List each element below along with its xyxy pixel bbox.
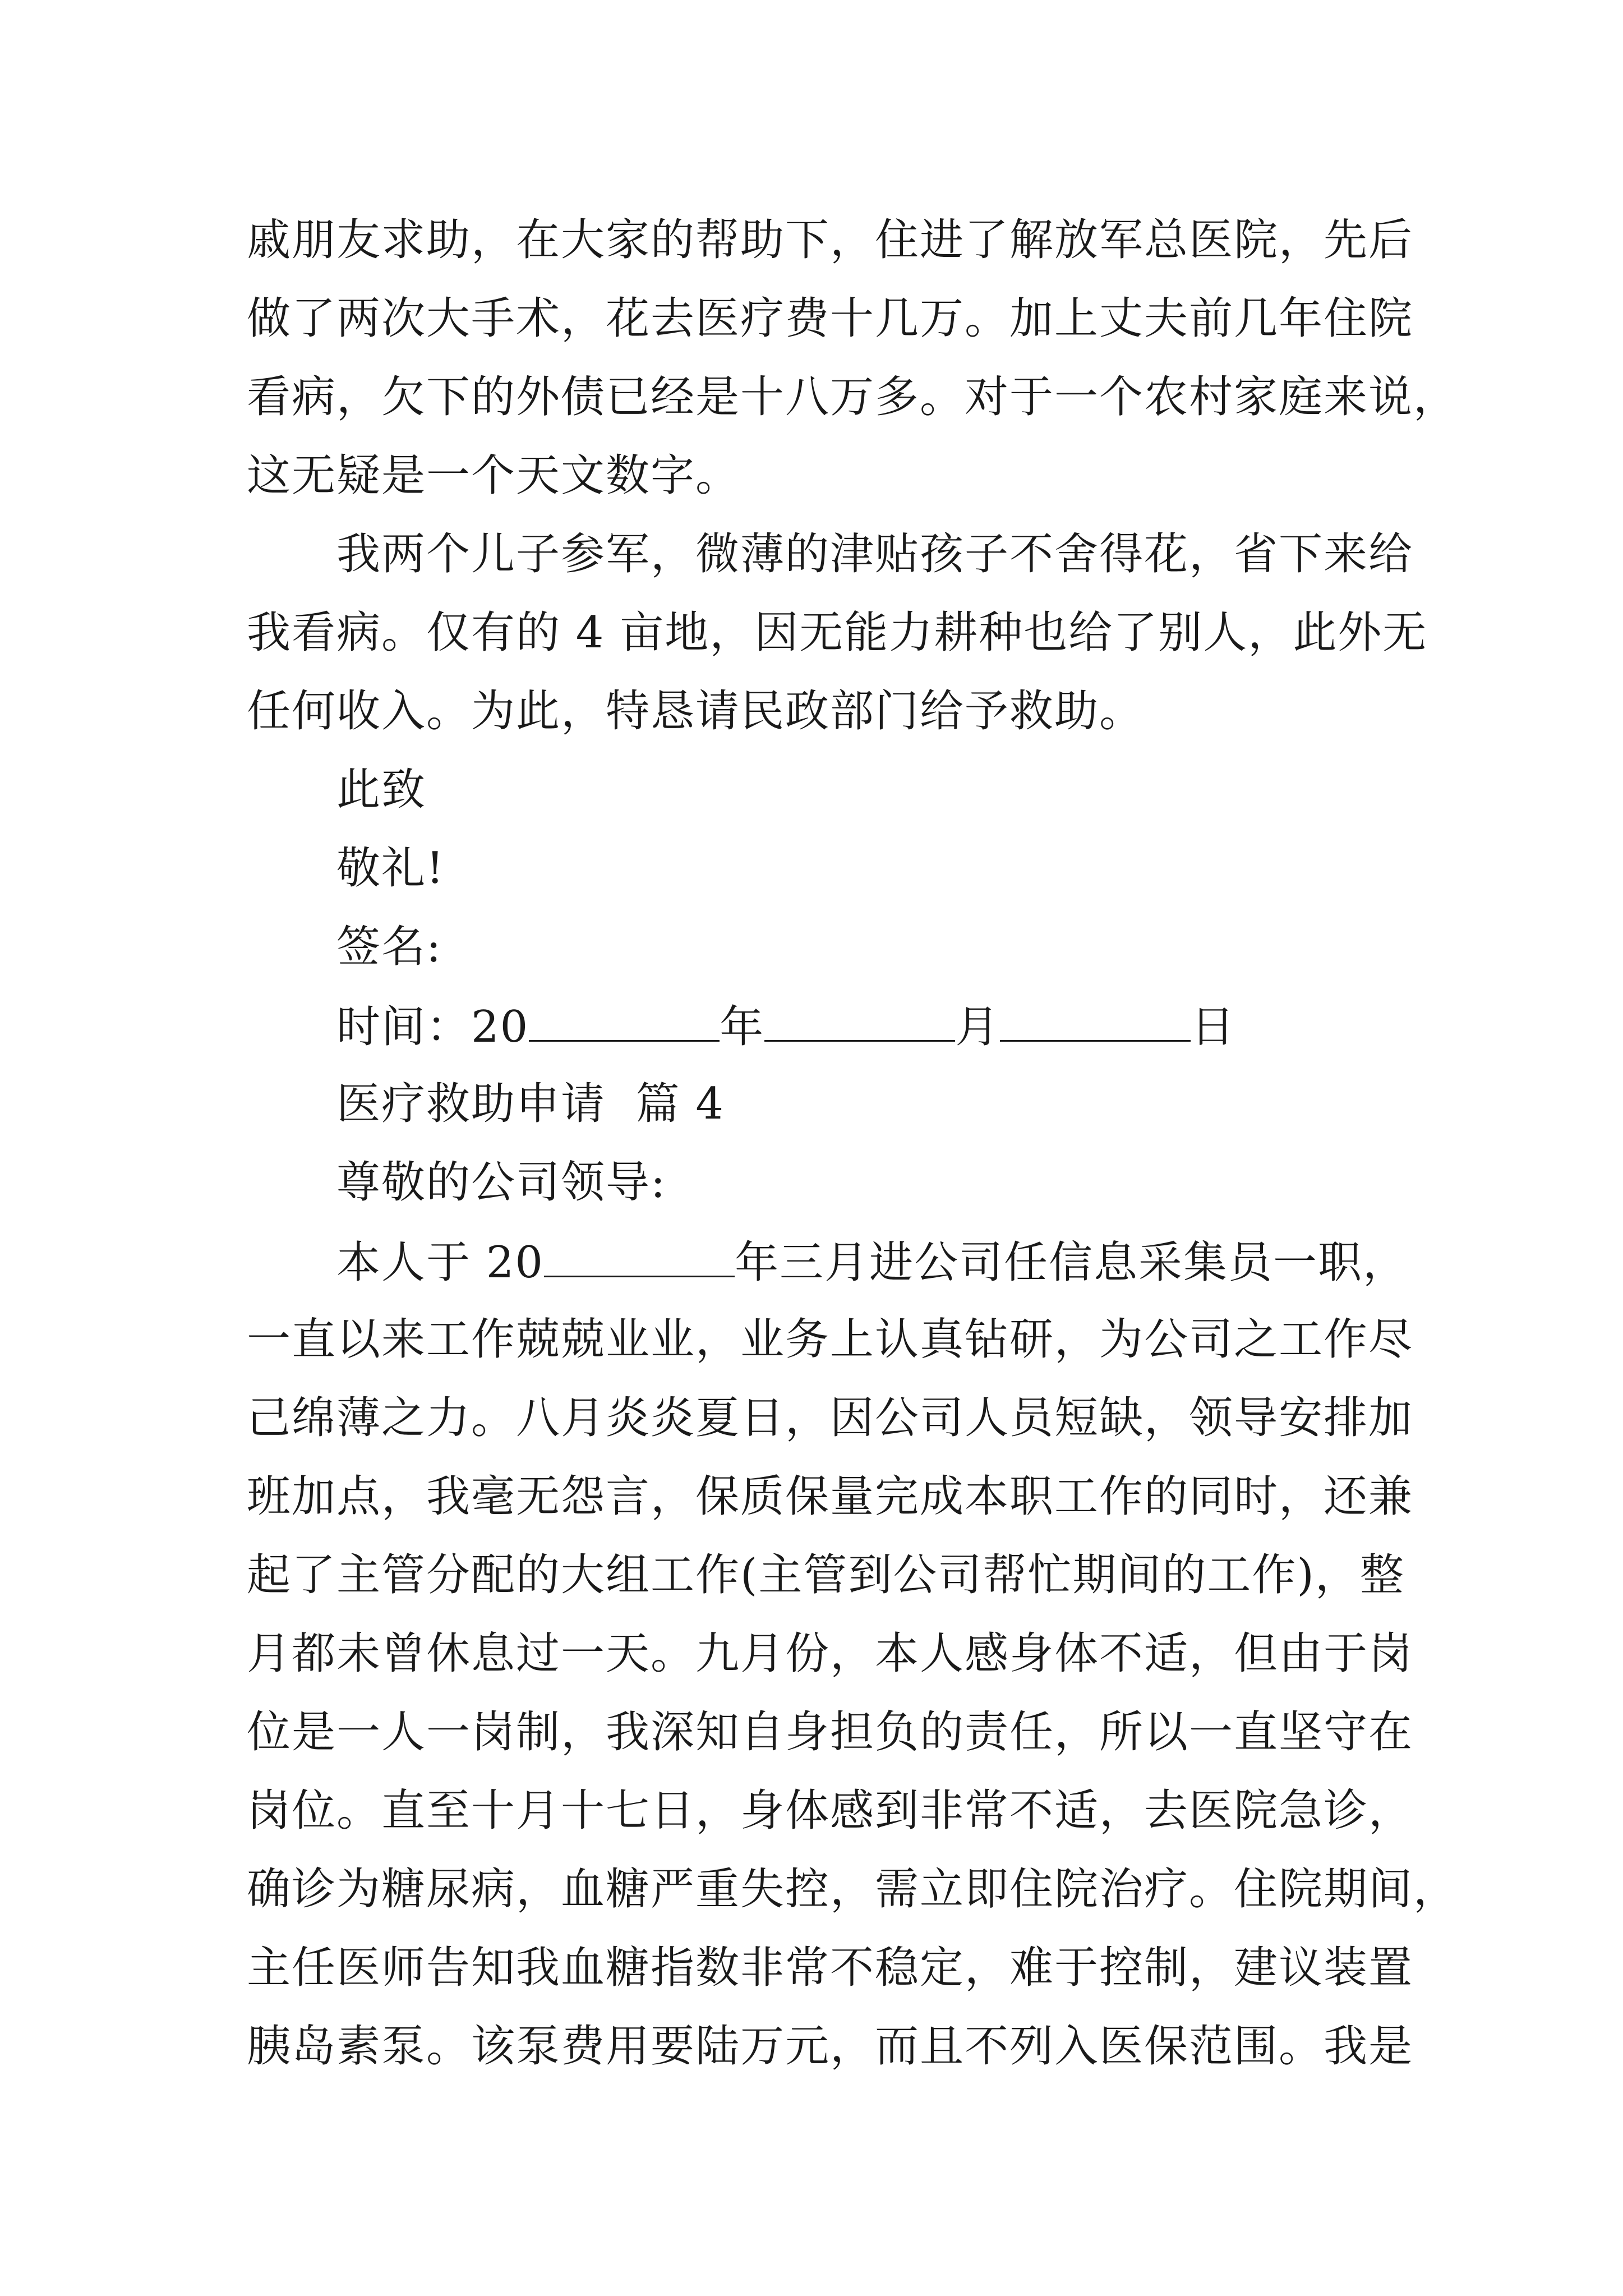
paragraph-line: 戚朋友求助，在大家的帮助下，住进了解放军总医院，先后 (247, 215, 1414, 265)
paragraph-line: 这无疑是一个天文数字。 (247, 450, 741, 501)
paragraph-line: 我看病。仅有的 4 亩地，因无能力耕种也给了别人，此外无 (247, 608, 1428, 658)
paragraph-line: 位是一人一岗制，我深知自身担负的责任，所以一直坚守在 (247, 1707, 1414, 1757)
paragraph-line: 胰岛素泵。该泵费用要陆万元，而且不列入医保范围。我是 (247, 2021, 1414, 2072)
paragraph-line: 岗位。直至十月十七日，身体感到非常不适，去医院急诊， (247, 1786, 1414, 1836)
paragraph-line (336, 1233, 1408, 1291)
paragraph-line: 我两个儿子参军，微薄的津贴孩子不舍得花，省下来给 (336, 529, 1414, 579)
paragraph-line: 月都未曾休息过一天。九月份，本人感身体不适，但由于岗 (247, 1628, 1414, 1679)
paragraph-line: 做了两次大手术，花去医疗费十几万。加上丈夫前几年住院 (247, 293, 1414, 344)
paragraph-line: 任何收入。为此，特恳请民政部门给予救助。 (247, 686, 1145, 737)
paragraph-line: 主任医师告知我血糖指数非常不稳定，难于控制，建议装置 (247, 1943, 1414, 1993)
day-blank (1000, 997, 1191, 1042)
paragraph-line: 班加点，我毫无怨言，保质保量完成本职工作的同时，还兼 (247, 1471, 1414, 1522)
year-blank (544, 1233, 735, 1277)
date-month-label: 月 (955, 1002, 1000, 1052)
month-blank (764, 997, 955, 1042)
section-title: 医疗救助申请 篇 4 (336, 1079, 725, 1129)
paragraph-line: 确诊为糖尿病，血糖严重失控，需立即住院治疗。住院期间， (247, 1864, 1459, 1915)
paragraph-suffix: 年三月进公司任信息采集员一职， (735, 1237, 1408, 1288)
greeting: 尊敬的公司领导: (336, 1157, 667, 1208)
salutation-line: 此致 (336, 765, 427, 815)
paragraph-line: 起了主管分配的大组工作(主管到公司帮忙期间的工作)，整 (247, 1550, 1405, 1600)
year-blank (529, 997, 720, 1042)
salutation-line: 敬礼! (336, 843, 445, 894)
paragraph-line: 一直以来工作兢兢业业，业务上认真钻研，为公司之工作尽 (247, 1314, 1414, 1365)
date-prefix: 时间：20 (336, 1002, 529, 1052)
date-day-label: 日 (1191, 1002, 1236, 1052)
paragraph-line: 看病，欠下的外债已经是十八万多。对于一个农村家庭来说， (247, 372, 1459, 422)
paragraph-line: 己绵薄之力。八月炎炎夏日，因公司人员短缺，领导安排加 (247, 1393, 1414, 1443)
date-year-label: 年 (720, 1002, 765, 1052)
date-line (336, 997, 1235, 1055)
paragraph-prefix: 本人于 20 (336, 1237, 545, 1288)
signature-label: 签名: (336, 922, 442, 972)
